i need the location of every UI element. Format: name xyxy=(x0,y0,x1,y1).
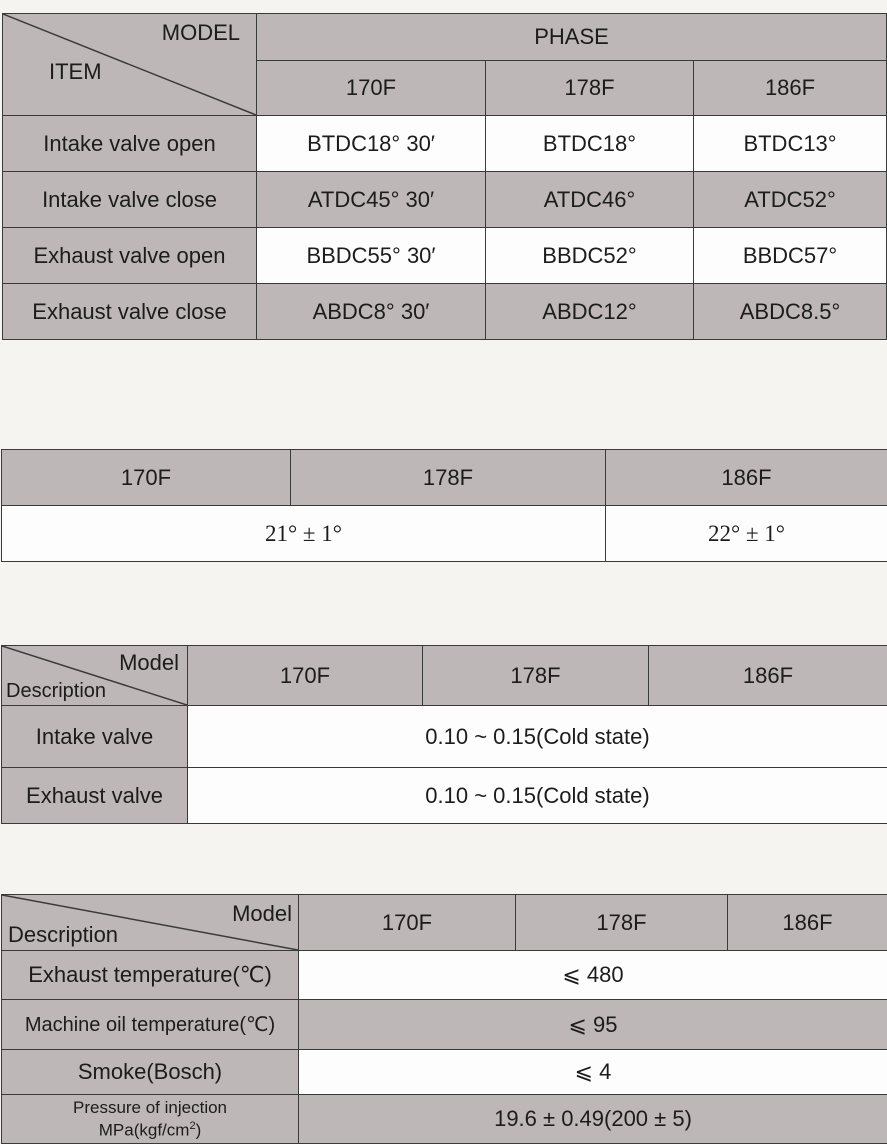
table-row xyxy=(2,1095,887,1144)
table-row xyxy=(2,706,887,768)
table-row xyxy=(3,228,887,284)
row-item-label: Machine oil temperature(℃) xyxy=(2,1000,299,1050)
table-row xyxy=(2,768,887,824)
table-row xyxy=(2,951,887,1000)
table-cell: ⩽ 95 xyxy=(299,1000,887,1050)
row-item-label-line2 xyxy=(2,1117,298,1140)
table-cell: BBDC55° 30′ xyxy=(257,228,486,284)
model-header-170f: 170F xyxy=(299,895,516,951)
table-row xyxy=(2,506,887,562)
unit-superscript: 2 xyxy=(189,1119,196,1132)
table-cell: ATDC52° xyxy=(694,172,887,228)
performance-table xyxy=(1,894,887,1144)
row-item-label: Intake valve open xyxy=(3,116,257,172)
row-item-label: Exhaust valve close xyxy=(3,284,257,340)
table-cell: BBDC57° xyxy=(694,228,887,284)
table-row xyxy=(3,284,887,340)
description-label: Description xyxy=(8,922,119,947)
table-cell: ATDC45° 30′ xyxy=(257,172,486,228)
table-row xyxy=(2,1000,887,1050)
table-cell: ABDC8.5° xyxy=(694,284,887,340)
description-label: Description xyxy=(6,680,107,702)
model-header-170f: 170F xyxy=(257,61,486,116)
row-item-label: Exhaust valve xyxy=(2,768,188,824)
injection-angle-table xyxy=(1,449,887,562)
model-label: Model xyxy=(119,650,179,675)
table-cell: BTDC13° xyxy=(694,116,887,172)
model-header-186f: 186F xyxy=(649,646,887,706)
model-header-170f: 170F xyxy=(2,450,291,506)
model-header-186f: 186F xyxy=(606,450,887,506)
model-header-186f: 186F xyxy=(694,61,887,116)
row-item-label: Exhaust temperature(℃) xyxy=(2,951,299,1000)
table-row xyxy=(2,1050,887,1095)
row-item-label: Smoke(Bosch) xyxy=(2,1050,299,1095)
table-cell: BBDC52° xyxy=(486,228,694,284)
model-header-178f: 178F xyxy=(291,450,606,506)
unit-text: MPa(kgf/cm xyxy=(98,1120,190,1140)
corner-header-cell xyxy=(2,895,299,951)
table-cell: BTDC18° 30′ xyxy=(257,116,486,172)
model-header-170f: 170F xyxy=(188,646,423,706)
model-label: Model xyxy=(232,901,292,926)
table-cell: 0.10 ~ 0.15(Cold state) xyxy=(188,768,887,824)
row-item-label: Intake valve xyxy=(2,706,188,768)
row-item-label: Intake valve close xyxy=(3,172,257,228)
phase-header: PHASE xyxy=(257,14,887,61)
valve-clearance-table xyxy=(1,645,887,824)
table-row xyxy=(3,116,887,172)
table-cell: ATDC46° xyxy=(486,172,694,228)
corner-header-cell xyxy=(2,646,188,706)
row-item-label xyxy=(2,1095,299,1144)
model-header-186f: 186F xyxy=(728,895,887,951)
unit-close: ) xyxy=(195,1120,202,1140)
corner-header-cell xyxy=(3,14,257,116)
table-cell: 0.10 ~ 0.15(Cold state) xyxy=(188,706,887,768)
model-header-178f: 178F xyxy=(486,61,694,116)
table-cell: ABDC8° 30′ xyxy=(257,284,486,340)
model-header-178f: 178F xyxy=(516,895,728,951)
item-label: ITEM xyxy=(49,59,102,84)
row-item-label-line1: Pressure of injection xyxy=(72,1097,228,1117)
table-row xyxy=(3,172,887,228)
model-header-178f: 178F xyxy=(423,646,649,706)
row-item-label: Exhaust valve open xyxy=(3,228,257,284)
table-cell: 21° ± 1° xyxy=(2,506,606,562)
table-cell: BTDC18° xyxy=(486,116,694,172)
valve-timing-table xyxy=(2,13,887,340)
table-cell: 19.6 ± 0.49(200 ± 5) xyxy=(299,1095,887,1144)
table-cell: ⩽ 4 xyxy=(299,1050,887,1095)
table-cell: ⩽ 480 xyxy=(299,951,887,1000)
table-cell: ABDC12° xyxy=(486,284,694,340)
table-cell: 22° ± 1° xyxy=(606,506,887,562)
model-label: MODEL xyxy=(161,20,240,45)
